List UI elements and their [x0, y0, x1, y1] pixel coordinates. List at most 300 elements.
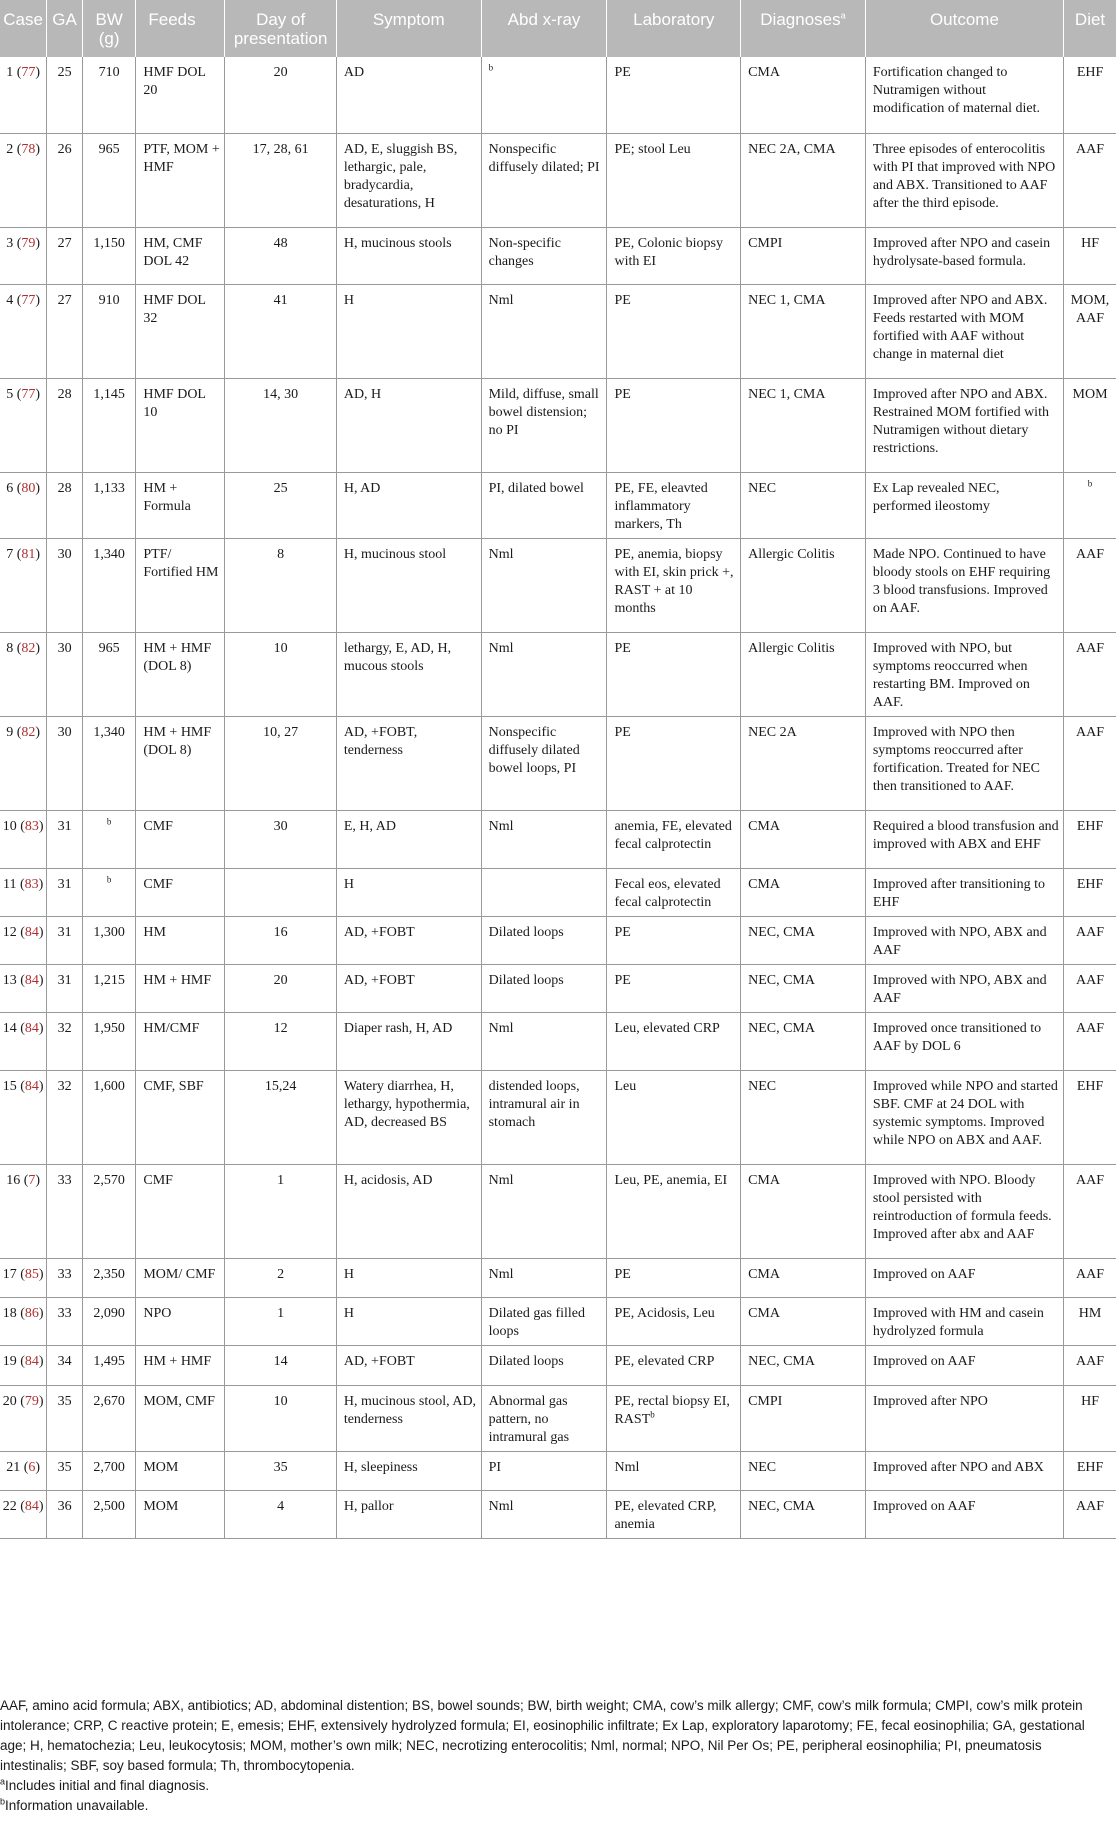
cell-case: 22 (84) [0, 1490, 47, 1538]
case-number: 10 [2, 818, 17, 834]
xray-value: Abnormal gas pattern, no intramural gas [488, 1393, 570, 1445]
cell-dx [741, 284, 866, 378]
diet-value: EHF [1076, 1078, 1104, 1094]
lab-value: PE [614, 292, 631, 308]
cell-outcome [865, 1385, 1063, 1451]
reference-link[interactable]: 82 [21, 724, 36, 740]
symptom-value: H, acidosis, AD [343, 1172, 433, 1188]
dx-value: CMA [748, 876, 780, 892]
table-row [0, 1385, 1116, 1451]
header-lab [607, 0, 741, 57]
cell-feeds [136, 1385, 225, 1451]
xray-value: Non-specific changes [488, 235, 561, 269]
case-number: 2 [6, 141, 14, 157]
reference-link[interactable]: 82 [21, 640, 36, 656]
bw-value: 1,340 [93, 724, 125, 740]
cell-outcome [865, 1164, 1063, 1258]
cell-ga [47, 1164, 83, 1258]
reference-link[interactable]: 84 [24, 1078, 39, 1094]
footnote-a-text: Includes initial and final diagnosis. [5, 1778, 210, 1793]
cell-bw [82, 1385, 135, 1451]
cell-lab [607, 133, 741, 227]
reference-link[interactable]: 79 [24, 1393, 39, 1409]
cell-case: 1 (77) [0, 57, 47, 133]
cell-day [225, 1012, 336, 1070]
cell-lab [607, 57, 741, 133]
feeds-value: HM + HMF [143, 1353, 212, 1369]
outcome-value: Improved on AAF [872, 1266, 976, 1282]
case-number: 21 [6, 1459, 21, 1475]
reference-link[interactable]: 83 [24, 818, 39, 834]
cell-xray [481, 1258, 607, 1297]
case-number: 7 [6, 546, 14, 562]
cell-dx [741, 1258, 866, 1297]
cell-diet [1064, 538, 1116, 632]
lab-value: Fecal eos, elevated fecal calprotectin [614, 876, 721, 910]
day-value: 17, 28, 61 [252, 141, 309, 157]
case-number: 14 [2, 1020, 17, 1036]
symptom-value: Diaper rash, H, AD [343, 1020, 453, 1036]
cell-dx [741, 716, 866, 810]
case-number: 4 [6, 292, 14, 308]
cell-feeds [136, 1164, 225, 1258]
cell-case: 8 (82) [0, 632, 47, 716]
reference-link[interactable]: 81 [21, 546, 36, 562]
reference-link[interactable]: 7 [28, 1172, 36, 1188]
cell-symptom [336, 1385, 481, 1451]
cell-diet [1064, 964, 1116, 1012]
outcome-value: Improved after transitioning to EHF [872, 876, 1046, 910]
cell-bw [82, 227, 135, 284]
cell-bw [82, 538, 135, 632]
cell-dx [741, 133, 866, 227]
bw-value: 910 [98, 292, 120, 308]
feeds-value: HM + HMF [143, 972, 212, 988]
diet-value: AAF [1076, 724, 1105, 740]
cell-outcome [865, 632, 1063, 716]
cell-day [225, 810, 336, 868]
outcome-value: Improved with NPO. Bloody stool persisted with reintroduction of formula feeds. Improved after abx and AAF [872, 1172, 1052, 1242]
cell-lab [607, 227, 741, 284]
case-number: 18 [2, 1305, 17, 1321]
cell-bw [82, 1451, 135, 1490]
cell-feeds [136, 378, 225, 472]
reference-link[interactable]: 77 [21, 386, 36, 402]
header-label: Symptom [372, 10, 445, 29]
case-number: 3 [6, 235, 14, 251]
ga-value: 35 [57, 1393, 72, 1409]
ga-value: 28 [57, 386, 72, 402]
xray-value: Dilated loops [488, 972, 564, 988]
dx-value: NEC, CMA [748, 1020, 815, 1036]
cell-lab [607, 1385, 741, 1451]
cell-bw [82, 378, 135, 472]
cell-diet [1064, 284, 1116, 378]
header-diet [1064, 0, 1116, 57]
cell-symptom [336, 227, 481, 284]
outcome-value: Improved after NPO and ABX [872, 1459, 1044, 1475]
dx-value: NEC 2A [748, 724, 797, 740]
cell-symptom [336, 538, 481, 632]
cell-dx [741, 378, 866, 472]
table-row [0, 1070, 1116, 1164]
header-xray [481, 0, 607, 57]
dx-value: NEC, CMA [748, 972, 815, 988]
symptom-value: H, mucinous stools [343, 235, 452, 251]
symptom-value: E, H, AD [343, 818, 396, 834]
cell-dx [741, 916, 866, 964]
ga-value: 34 [57, 1353, 72, 1369]
feeds-value: HMF DOL 10 [143, 386, 206, 420]
cell-day [225, 1297, 336, 1345]
cell-case: 13 (84) [0, 964, 47, 1012]
cell-diet [1064, 1070, 1116, 1164]
diet-value: HM [1078, 1305, 1102, 1321]
cell-day [225, 133, 336, 227]
cell-bw [82, 916, 135, 964]
bw-value: 2,500 [93, 1498, 125, 1514]
cell-symptom [336, 632, 481, 716]
ga-value: 32 [57, 1020, 72, 1036]
header-bw [82, 0, 135, 57]
cell-case: 18 (86) [0, 1297, 47, 1345]
day-value: 14, 30 [263, 386, 299, 402]
cell-outcome [865, 227, 1063, 284]
cell-lab [607, 284, 741, 378]
cell-symptom [336, 378, 481, 472]
case-number: 19 [2, 1353, 17, 1369]
cell-ga [47, 1258, 83, 1297]
diet-value: HF [1081, 1393, 1099, 1409]
cell-symptom [336, 1451, 481, 1490]
cell-symptom [336, 1490, 481, 1538]
cell-feeds [136, 57, 225, 133]
cell-ga [47, 1385, 83, 1451]
cell-feeds [136, 1451, 225, 1490]
lab-value: PE, FE, eleavted inflammatory markers, Th [614, 480, 708, 532]
diet-value: EHF [1076, 876, 1104, 892]
reference-link[interactable]: 77 [21, 65, 36, 80]
table-row [0, 810, 1116, 868]
cell-case: 19 (84) [0, 1345, 47, 1385]
cell-feeds [136, 133, 225, 227]
cell-ga [47, 1297, 83, 1345]
table-row [0, 916, 1116, 964]
cell-day [225, 57, 336, 133]
cell-xray [481, 538, 607, 632]
cell-ga [47, 57, 83, 133]
cell-symptom [336, 1164, 481, 1258]
cell-xray [481, 1385, 607, 1451]
symptom-value: H [343, 1266, 354, 1282]
header-case [0, 0, 47, 57]
cell-ga [47, 716, 83, 810]
dx-value: CMA [748, 1305, 780, 1321]
dx-value: Allergic Colitis [748, 546, 835, 562]
cell-case: 14 (84) [0, 1012, 47, 1070]
symptom-value: AD, +FOBT, tenderness [343, 724, 418, 758]
cell-outcome [865, 538, 1063, 632]
day-value: 30 [273, 818, 288, 834]
footnote-b-text: Information unavailable. [5, 1798, 149, 1813]
footnote-b [0, 1796, 1112, 1816]
feeds-value: HMF DOL 32 [143, 292, 206, 326]
bw-value: 1,340 [93, 546, 125, 562]
feeds-value: MOM, CMF [143, 1393, 215, 1409]
diet-value: AAF [1076, 141, 1105, 157]
cell-diet [1064, 632, 1116, 716]
symptom-value: H, pallor [343, 1498, 394, 1514]
ga-value: 31 [57, 924, 72, 940]
cell-dx [741, 538, 866, 632]
reference-link[interactable]: 84 [24, 924, 39, 940]
symptom-value: H, sleepiness [343, 1459, 418, 1475]
cell-case: 11 (83) [0, 868, 47, 916]
reference-link[interactable]: 77 [21, 292, 36, 308]
cell-outcome [865, 716, 1063, 810]
xray-value: Dilated gas filled loops [488, 1305, 586, 1339]
day-value: 1 [277, 1305, 285, 1321]
outcome-value: Improved after NPO and casein hydrolysate-based formula. [872, 235, 1051, 269]
feeds-value: MOM/ CMF [143, 1266, 216, 1282]
feeds-value: CMF [143, 818, 173, 834]
ga-value: 33 [57, 1305, 72, 1321]
cell-diet [1064, 1451, 1116, 1490]
xray-value: PI [488, 1459, 502, 1475]
header-label: BW (g) [95, 10, 123, 48]
lab-value: anemia, FE, elevated fecal calprotectin [614, 818, 732, 852]
case-number: 1 [6, 65, 14, 80]
xray-value: Dilated loops [488, 1353, 564, 1369]
xray-value: Nml [488, 640, 514, 656]
cell-diet [1064, 1345, 1116, 1385]
cell-ga [47, 916, 83, 964]
table-row [0, 1490, 1116, 1538]
cell-xray [481, 133, 607, 227]
cell-feeds [136, 1297, 225, 1345]
cell-feeds [136, 227, 225, 284]
cell-lab [607, 964, 741, 1012]
header-ga [47, 0, 83, 57]
ga-value: 27 [57, 292, 72, 308]
reference-link[interactable]: 84 [24, 972, 39, 988]
reference-link[interactable]: 6 [28, 1459, 36, 1475]
cell-diet [1064, 868, 1116, 916]
reference-link[interactable]: 84 [24, 1020, 39, 1036]
outcome-value: Three episodes of enterocolitis with PI that improved with NPO and ABX. Transitioned to AAF after the third episode. [872, 141, 1056, 211]
symptom-value: H, AD [343, 480, 381, 496]
cell-lab [607, 538, 741, 632]
lab-value: PE [614, 640, 631, 656]
cell-symptom [336, 716, 481, 810]
bw-value: 1,145 [93, 386, 125, 402]
lab-value: PE, Acidosis, Leu [614, 1305, 715, 1321]
reference-link[interactable]: 80 [21, 480, 36, 496]
cell-feeds [136, 1490, 225, 1538]
cell-diet [1064, 472, 1116, 538]
case-number: 5 [6, 386, 14, 402]
lab-value: Nml [614, 1459, 640, 1475]
lab-value: PE, elevated CRP [614, 1353, 715, 1369]
footnote-mark: b [106, 815, 112, 826]
cell-xray [481, 632, 607, 716]
cell-dx [741, 1385, 866, 1451]
outcome-value: Improved after NPO [872, 1393, 988, 1409]
day-value: 10, 27 [263, 724, 299, 740]
cell-diet [1064, 1012, 1116, 1070]
bw-value: 965 [98, 640, 120, 656]
cell-dx [741, 472, 866, 538]
cell-lab [607, 378, 741, 472]
cell-outcome [865, 868, 1063, 916]
cell-xray [481, 378, 607, 472]
cell-lab [607, 1164, 741, 1258]
cell-bw [82, 1070, 135, 1164]
table-row [0, 284, 1116, 378]
xray-value: Nml [488, 546, 514, 562]
cell-ga [47, 1490, 83, 1538]
diet-value: EHF [1076, 818, 1104, 834]
diet-value: AAF [1076, 972, 1105, 988]
cell-xray [481, 227, 607, 284]
cell-ga [47, 284, 83, 378]
xray-value: Nml [488, 1266, 514, 1282]
ga-value: 36 [57, 1498, 72, 1514]
cell-case: 17 (85) [0, 1258, 47, 1297]
reference-link[interactable]: 84 [24, 1498, 39, 1514]
cell-case: 3 (79) [0, 227, 47, 284]
table-row [0, 868, 1116, 916]
lab-value: PE, anemia, biopsy with EI, skin prick +, RAST + at 10 months [614, 546, 734, 616]
outcome-value: Improved with NPO then symptoms reoccurred after fortification. Treated for NEC then transitioned to AAF. [872, 724, 1041, 794]
ga-value: 33 [57, 1172, 72, 1188]
symptom-value: H [343, 1305, 354, 1321]
header-label: GA [52, 10, 77, 29]
day-value: 1 [277, 1172, 285, 1188]
diet-value: HF [1081, 235, 1099, 251]
reference-link[interactable]: 79 [21, 235, 36, 251]
cell-dx [741, 810, 866, 868]
feeds-value: NPO [143, 1305, 172, 1321]
cell-ga [47, 1345, 83, 1385]
ga-value: 28 [57, 480, 72, 496]
cell-dx [741, 1451, 866, 1490]
cell-bw [82, 284, 135, 378]
day-value: 12 [273, 1020, 288, 1036]
cell-diet [1064, 1490, 1116, 1538]
dx-value: NEC, CMA [748, 924, 815, 940]
cell-lab [607, 868, 741, 916]
bw-value: 2,670 [93, 1393, 125, 1409]
cell-day [225, 472, 336, 538]
symptom-value: H [343, 292, 354, 308]
dx-value: NEC, CMA [748, 1353, 815, 1369]
xray-value: Nml [488, 818, 514, 834]
cell-bw [82, 1490, 135, 1538]
cell-day [225, 716, 336, 810]
day-value: 48 [273, 235, 288, 251]
cell-xray [481, 1070, 607, 1164]
footnote-mark: b [1087, 477, 1093, 488]
cell-bw [82, 1258, 135, 1297]
ga-value: 31 [57, 972, 72, 988]
cell-day [225, 1070, 336, 1164]
outcome-value: Improved on AAF [872, 1353, 976, 1369]
case-number: 8 [6, 640, 14, 656]
case-number: 6 [6, 480, 14, 496]
symptom-value: H, mucinous stool, AD, tenderness [343, 1393, 477, 1427]
cell-dx [741, 1345, 866, 1385]
cell-lab [607, 716, 741, 810]
diet-value: AAF [1076, 640, 1105, 656]
reference-link[interactable]: 78 [21, 141, 36, 157]
cell-case: 6 (80) [0, 472, 47, 538]
cell-day [225, 1451, 336, 1490]
cell-xray [481, 964, 607, 1012]
reference-link[interactable]: 84 [24, 1353, 39, 1369]
feeds-value: CMF, SBF [143, 1078, 204, 1094]
feeds-value: CMF [143, 1172, 173, 1188]
bw-value: 1,300 [93, 924, 125, 940]
cell-ga [47, 538, 83, 632]
dx-value: NEC 1, CMA [748, 386, 826, 402]
xray-value: PI, dilated bowel [488, 480, 584, 496]
outcome-value: Improved on AAF [872, 1498, 976, 1514]
cell-diet [1064, 1385, 1116, 1451]
footnote-b-mark: b [0, 1796, 6, 1807]
reference-link[interactable]: 86 [24, 1305, 39, 1321]
cell-ga [47, 378, 83, 472]
outcome-value: Improved with NPO, ABX and AAF [872, 972, 1047, 1006]
cell-lab [607, 1490, 741, 1538]
table-row [0, 632, 1116, 716]
cell-xray [481, 1164, 607, 1258]
cell-day [225, 1258, 336, 1297]
ga-value: 31 [57, 818, 72, 834]
diet-value: AAF [1076, 1353, 1105, 1369]
cell-symptom [336, 964, 481, 1012]
xray-value: Nml [488, 1020, 514, 1036]
case-number: 17 [2, 1266, 17, 1282]
symptom-value: AD, +FOBT [343, 972, 415, 988]
diet-value: EHF [1076, 1459, 1104, 1475]
feeds-value: HM + Formula [143, 480, 191, 514]
cell-bw [82, 716, 135, 810]
day-value: 35 [273, 1459, 288, 1475]
cell-case: 5 (77) [0, 378, 47, 472]
dx-value: NEC 2A, CMA [748, 141, 836, 157]
cell-ga [47, 1451, 83, 1490]
cell-ga [47, 632, 83, 716]
case-number: 13 [2, 972, 17, 988]
table-row [0, 1012, 1116, 1070]
reference-link[interactable]: 85 [24, 1266, 39, 1282]
cell-ga [47, 472, 83, 538]
cell-feeds [136, 284, 225, 378]
outcome-value: Made NPO. Continued to have bloody stools on EHF requiring 3 blood transfusions. Improved on AAF. [872, 546, 1051, 616]
cell-lab [607, 916, 741, 964]
cell-dx [741, 1012, 866, 1070]
header-label: Abd x-ray [507, 10, 581, 29]
cell-outcome [865, 1070, 1063, 1164]
dx-value: Allergic Colitis [748, 640, 835, 656]
cell-day [225, 1345, 336, 1385]
reference-link[interactable]: 83 [24, 876, 39, 892]
cell-day [225, 227, 336, 284]
symptom-value: Watery diarrhea, H, lethargy, hypothermia, AD, decreased BS [343, 1078, 470, 1130]
cell-case: 10 (83) [0, 810, 47, 868]
cell-xray [481, 1490, 607, 1538]
